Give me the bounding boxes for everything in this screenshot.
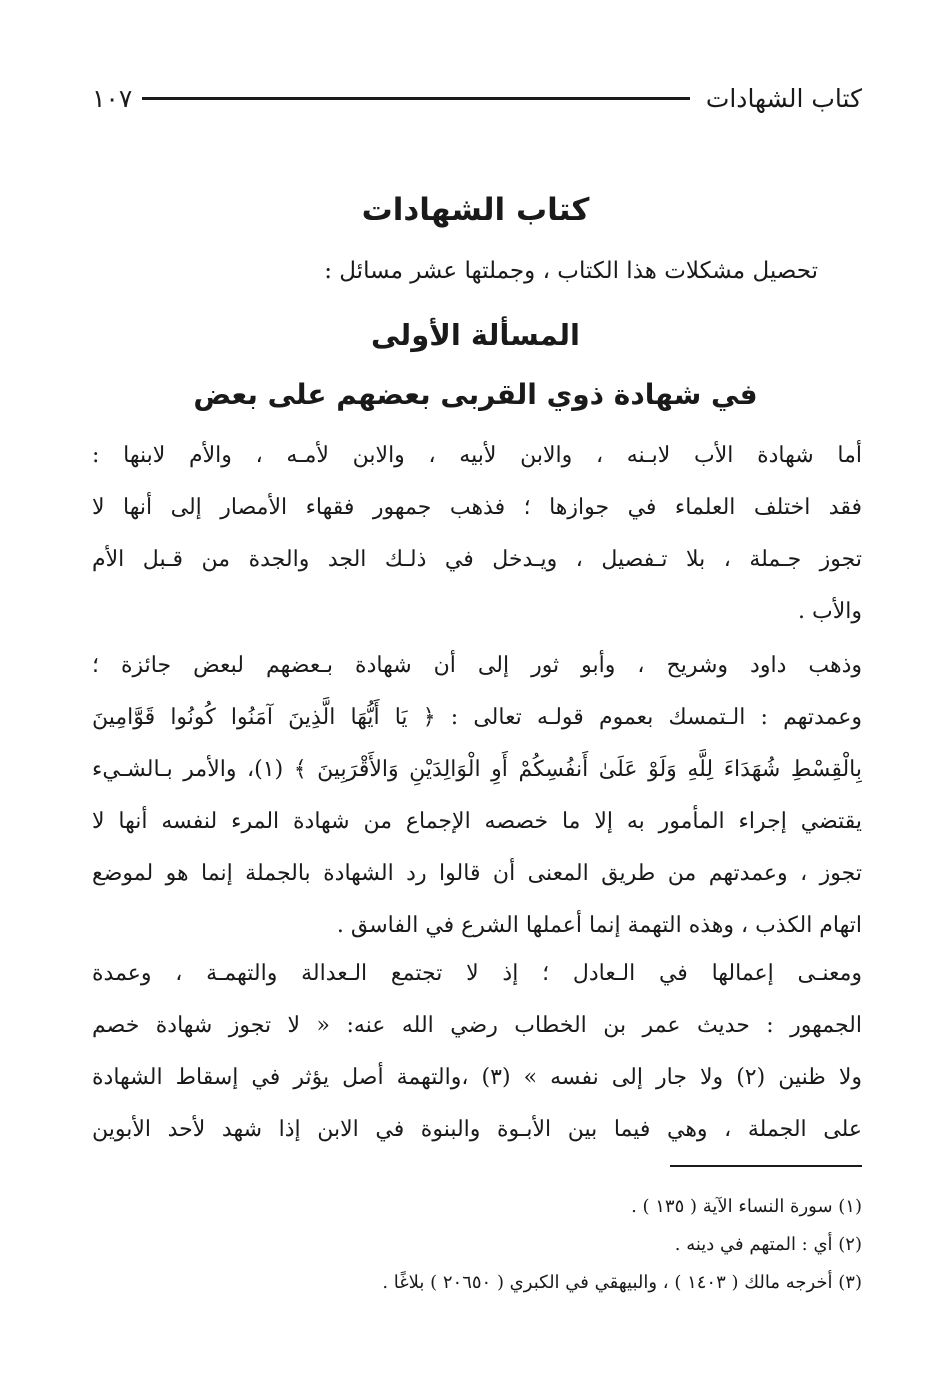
text-line: أما شهادة الأب لابـنه ، والابن لأبيه ، والابن لأمـه ، والأم لابنها :: [92, 443, 862, 468]
text-line: وعمدتهم : الـتمسك بعموم قولـه تعالى : ﴿ يَا أَيُّهَا الَّذِينَ آمَنُوا كُونُوا قَوَّامِينَ: [92, 705, 862, 730]
text-line: الجمهور : حديث عمر بن الخطاب رضي الله عنه: « لا تجوز شهادة خصم: [92, 1013, 862, 1038]
intro-line: تحصيل مشكلات هذا الكتاب ، وجملتها عشر مسائل :: [324, 258, 818, 284]
running-header: [92, 78, 862, 118]
text-line: والأب .: [798, 599, 862, 624]
paragraph-2: [92, 640, 862, 952]
footnote: (١) سورة النساء الآية ( ١٣٥ ) .: [631, 1196, 862, 1217]
header-rule: [142, 97, 690, 100]
text-line: تجوز ، وعمدتهم من طريق المعنى أن قالوا رد الشهادة بالجملة إنما هو لموضع: [92, 861, 862, 886]
issue-subheading: في شهادة ذوي القربى بعضهم على بعض: [193, 378, 758, 411]
book-title: كتاب الشهادات: [361, 192, 590, 228]
running-title: كتاب الشهادات: [705, 83, 862, 113]
paragraph-3: [92, 948, 862, 1156]
page-number: ١٠٧: [92, 83, 133, 113]
text-line: يقتضي إجراء المأمور به إلا ما خصصه الإجماع من شهادة المرء لنفسه أنها لا: [92, 809, 862, 834]
text-line: بِالْقِسْطِ شُهَدَاءَ لِلَّهِ وَلَوْ عَلَىٰ أَنفُسِكُمْ أَوِ الْوَالِدَيْنِ وَالأَقْرَبِينَ ﴾ (١)، والأمر بـالشـيء: [92, 757, 862, 782]
footnote-rule: [670, 1165, 862, 1167]
text-line: وذهب داود وشريح ، وأبو ثور إلى أن شهادة بـعضهم لبعض جائزة ؛: [92, 653, 862, 678]
text-line: على الجملة ، وهي فيما بين الأبـوة والبنوة في الابن إذا شهد لأحد الأبوين: [92, 1117, 862, 1142]
text-line: فقد اختلف العلماء في جوازها ؛ فذهب جمهور فقهاء الأمصار إلى أنها لا: [92, 495, 862, 520]
footnote: (٢) أي : المتهم في دينه .: [674, 1234, 862, 1255]
paragraph-1: [92, 430, 862, 638]
issue-heading: المسألة الأولى: [370, 318, 581, 352]
footnotes: [250, 1188, 862, 1302]
text-line: اتهام الكذب ، وهذه التهمة إنما أعملها الشرع في الفاسق .: [336, 913, 862, 938]
text-line: ومعنـى إعمالها في الـعادل ؛ إذ لا تجتمع الـعدالة والتهمـة ، وعمدة: [92, 961, 862, 986]
footnote: (٣) أخرجه مالك ( ١٤٠٣ ) ، والبيهقي في الكبري ( ٢٠٦٥٠ ) بلاغًا .: [382, 1272, 862, 1293]
text-line: ولا ظنين (٢) ولا جار إلى نفسه » (٣) ،والتهمة أصل يؤثر في إسقاط الشهادة: [92, 1065, 862, 1090]
text-line: تجوز جـملة ، بلا تـفصيل ، ويـدخل في ذلـك الجد والجدة من قـبل الأم: [92, 547, 862, 572]
